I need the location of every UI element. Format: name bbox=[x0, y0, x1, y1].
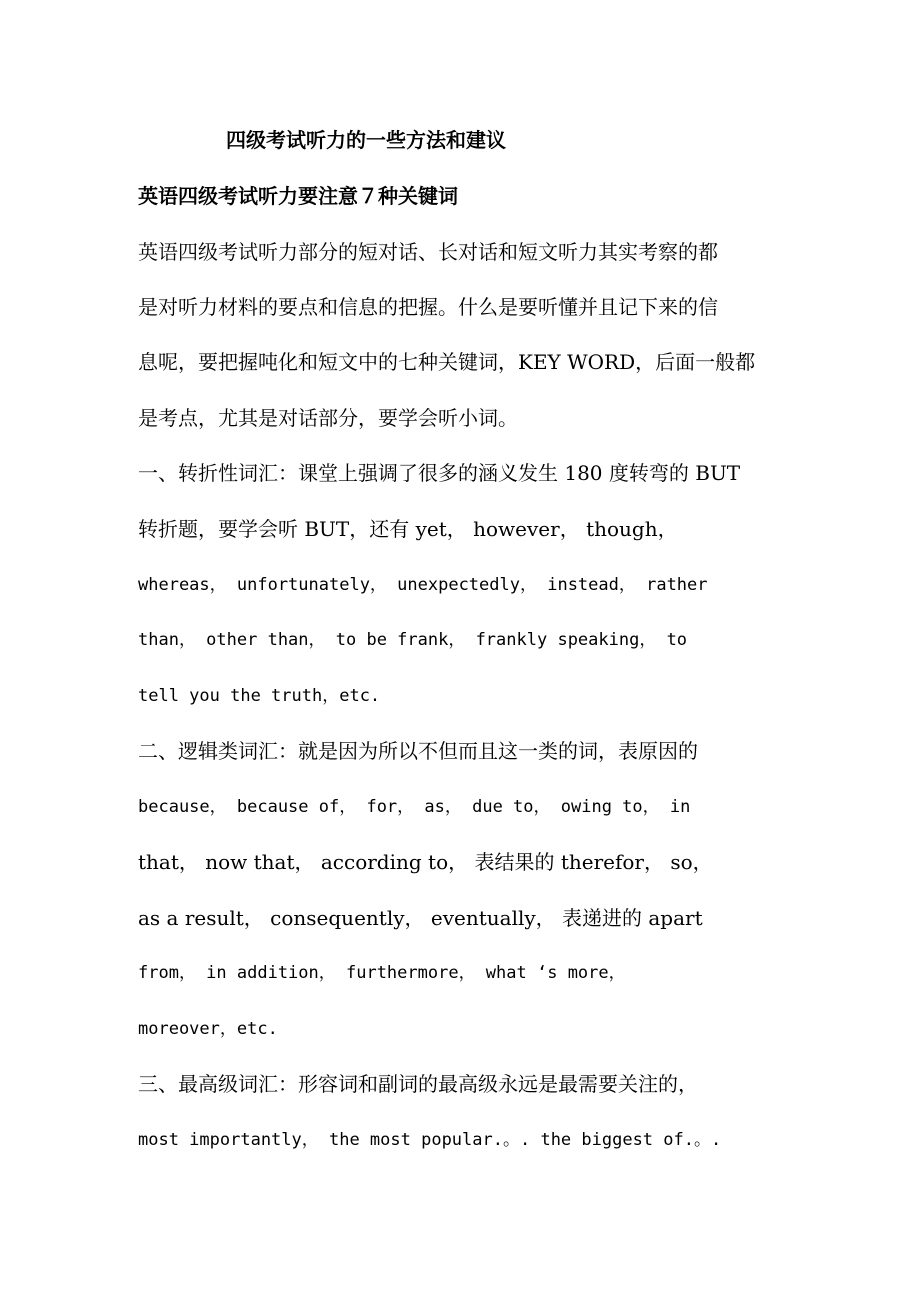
paragraph-line: 是考点，尤其是对话部分，要学会听小词。 bbox=[138, 406, 518, 430]
paragraph-line: whereas， unfortunately， unexpectedly， instead， rather bbox=[138, 575, 708, 595]
paragraph-line: tell you the truth，etc. bbox=[138, 686, 381, 706]
paragraph-line: 英语四级考试听力部分的短对话、长对话和短文听力其实考察的都 bbox=[138, 240, 718, 264]
paragraph-line: as a result， consequently， eventually， 表递进的 apart bbox=[138, 906, 703, 930]
section-heading: 英语四级考试听力要注意７种关键词 bbox=[138, 184, 458, 208]
paragraph-line: moreover，etc. bbox=[138, 1019, 278, 1039]
paragraph-line: because， because of， for， as， due to， owing to， in bbox=[138, 797, 691, 817]
paragraph-line: 二、逻辑类词汇：就是因为所以不但而且这一类的词，表原因的 bbox=[138, 739, 698, 763]
paragraph-line: that， now that， according to， 表结果的 therefor， so， bbox=[138, 850, 713, 874]
paragraph-line: most importantly， the most popular.。. the biggest of.。. bbox=[138, 1130, 722, 1150]
paragraph-line: from， in addition， furthermore， what ‘s more， bbox=[138, 963, 626, 983]
paragraph-line: 一、转折性词汇：课堂上强调了很多的涵义发生 180 度转弯的 BUT bbox=[138, 461, 741, 485]
paragraph-line: 息呢，要把握吨化和短文中的七种关键词，KEY WORD，后面一般都 bbox=[138, 350, 756, 374]
paragraph-line: 三、最高级词汇：形容词和副词的最高级永远是最需要关注的， bbox=[138, 1072, 698, 1096]
paragraph-line: 是对听力材料的要点和信息的把握。什么是要听懂并且记下来的信 bbox=[138, 295, 718, 319]
document-title: 四级考试听力的一些方法和建议 bbox=[226, 128, 506, 152]
paragraph-line: 转折题，要学会听 BUT，还有 yet， however， though， bbox=[138, 517, 678, 541]
paragraph-line: than， other than， to be frank， frankly speaking， to bbox=[138, 630, 688, 650]
